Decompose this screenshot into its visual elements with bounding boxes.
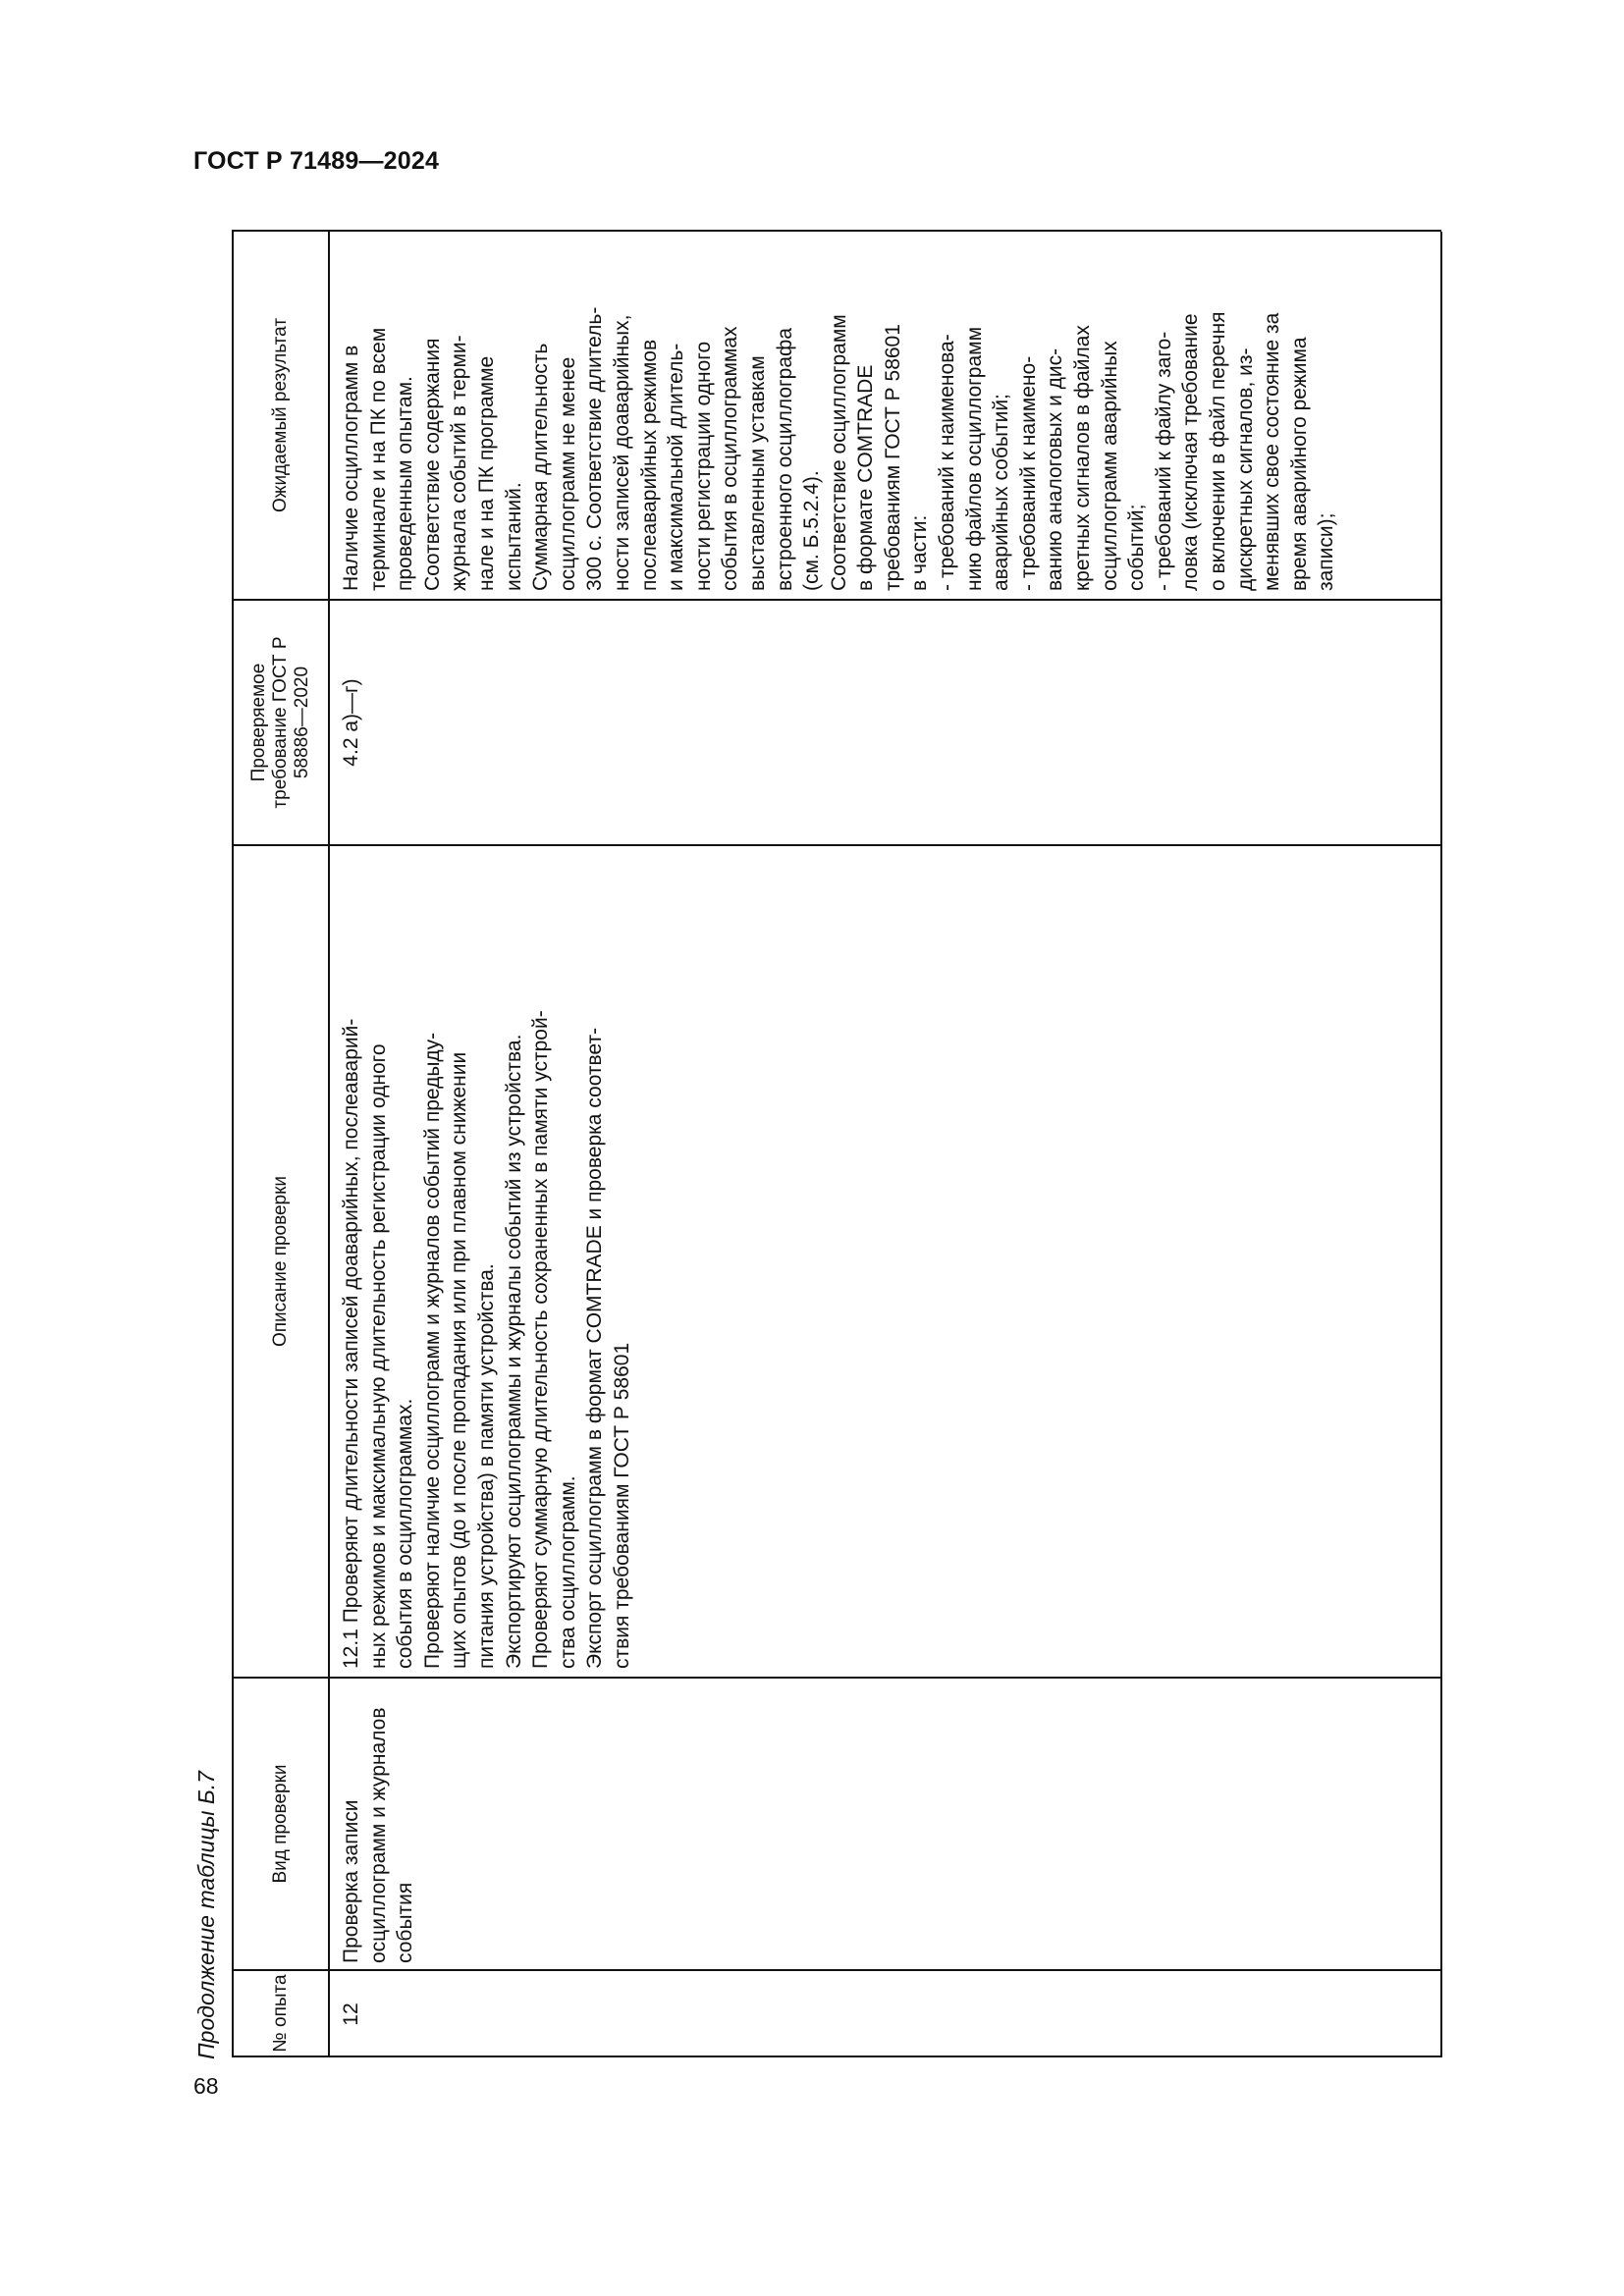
description-line: ных режимов и максимальную длительность регистрации одного	[366, 1043, 390, 1669]
expected-result-line: Соответствие осциллограмм	[827, 314, 850, 591]
expected-result-line: испытаний.	[502, 482, 525, 591]
column-header-requirement	[234, 601, 328, 844]
expected-result-line: журнала событий в терми-	[448, 335, 471, 591]
expected-result-line: событий;	[1125, 504, 1149, 591]
expected-result-line: кретных сигналов в файлах	[1071, 325, 1095, 591]
column-header-expected	[234, 232, 328, 599]
column-header-expected-text: Ожидаемый результат	[270, 317, 291, 513]
description-line: щих опытов (до и после пропадания или при плавном снижении	[448, 1051, 471, 1669]
description-line: ствия требованиям ГОСТ Р 58601	[610, 1342, 633, 1669]
expected-result-line: записи);	[1315, 512, 1338, 591]
expected-result-line: аварийных событий;	[990, 394, 1013, 591]
column-header-check-type	[234, 1679, 328, 1969]
expected-result-line: Суммарная длительность	[529, 343, 553, 591]
expected-result-line: ловка (исключая требование	[1179, 313, 1203, 591]
expected-result-line: послеаварийных режимов	[637, 339, 661, 591]
expected-result-line: ванию аналоговых и дис-	[1044, 347, 1067, 591]
column-header-check-type-text: Вид проверки	[270, 1764, 291, 1884]
page-number: 68	[193, 2073, 219, 2099]
expected-result-line: в формате COMTRADE	[854, 364, 878, 591]
description-line: 12.1 Проверяют длительности записей доаварийных, послеаварий-	[340, 1018, 362, 1669]
description-line: Экспорт осциллограмм в формат COMTRADE и проверка соответ-	[583, 1027, 607, 1669]
expected-result-line: встроенного осциллографа	[773, 328, 796, 591]
expected-result-line: ности записей доаварийных,	[610, 314, 633, 591]
column-header-requirement-text: Проверяемое требование ГОСТ Р 58886—2020	[248, 636, 312, 809]
expected-result-line: о включении в файл перечня	[1207, 311, 1229, 591]
column-header-description-text: Описание проверки	[270, 1175, 291, 1348]
rotated-table	[232, 232, 1441, 2057]
table-caption: Продолжение таблицы Б.7	[193, 1771, 219, 2059]
description-line: ства осциллограмм.	[556, 1475, 579, 1669]
expected-result-line: проведенным опытам.	[394, 376, 417, 591]
expected-result-line: терминале и на ПК по всем	[366, 327, 390, 591]
expected-result-line: и максимальной длитель-	[665, 343, 688, 591]
expected-result-line: менявших свое состояние за	[1261, 312, 1284, 591]
description-line: Проверяют суммарную длительность сохраненных в памяти устрой-	[529, 1010, 553, 1669]
expected-result-line: - требований к файлу заго-	[1152, 331, 1175, 591]
expected-result-line: в части:	[908, 514, 932, 591]
expected-result-line: 300 с. Соответствие длитель-	[583, 306, 607, 591]
expected-result-line: выставленным уставкам	[745, 355, 769, 591]
column-header-description	[234, 846, 328, 1677]
expected-result-line: осциллограмм аварийных	[1098, 341, 1121, 591]
expected-result-line: Соответствие содержания	[420, 338, 444, 591]
expected-result-line: события в осциллограммах	[719, 326, 742, 591]
description-line: Экспортируют осциллограммы и журналы событий из устройства.	[502, 1034, 525, 1669]
expected-result-line: осциллограмм не менее	[556, 356, 579, 591]
expected-result-line: ности регистрации одного	[691, 341, 715, 591]
expected-result-line: требованиям ГОСТ Р 58601	[881, 324, 904, 591]
description-line: питания устройства) в памяти устройства.	[474, 1263, 498, 1669]
column-header-number	[234, 1971, 328, 2056]
description-cell	[338, 850, 636, 1669]
document-header: ГОСТ Р 71489—2024	[193, 147, 440, 175]
column-header-number-text: № опыта	[270, 1974, 291, 2053]
check-type-cell: Проверка записи осциллограмм и журналов события	[340, 1707, 417, 1963]
expected-result-line: Наличие осциллограмм в	[340, 345, 362, 591]
expected-result-line: дискретных сигналов, из-	[1233, 347, 1257, 591]
description-line: Проверяют наличие осциллограмм и журналов событий предыду-	[420, 1032, 444, 1669]
expected-result-line: нию файлов осциллограмм	[962, 326, 986, 591]
expected-result-line: - требований к наимено-	[1016, 355, 1040, 591]
expected-result-line: время аварийного режима	[1287, 337, 1311, 591]
expected-result-cell	[338, 232, 1340, 591]
expected-result-line: (см. Б.5.2.4).	[800, 470, 824, 591]
description-line: события в осциллограммах.	[394, 1398, 417, 1669]
expected-result-line: нале и на ПК программе	[474, 355, 498, 591]
row-number-cell: 12	[340, 2002, 362, 2026]
expected-result-line: - требований к наименова-	[936, 334, 959, 591]
requirement-cell: 4.2 а)—г)	[340, 678, 362, 767]
